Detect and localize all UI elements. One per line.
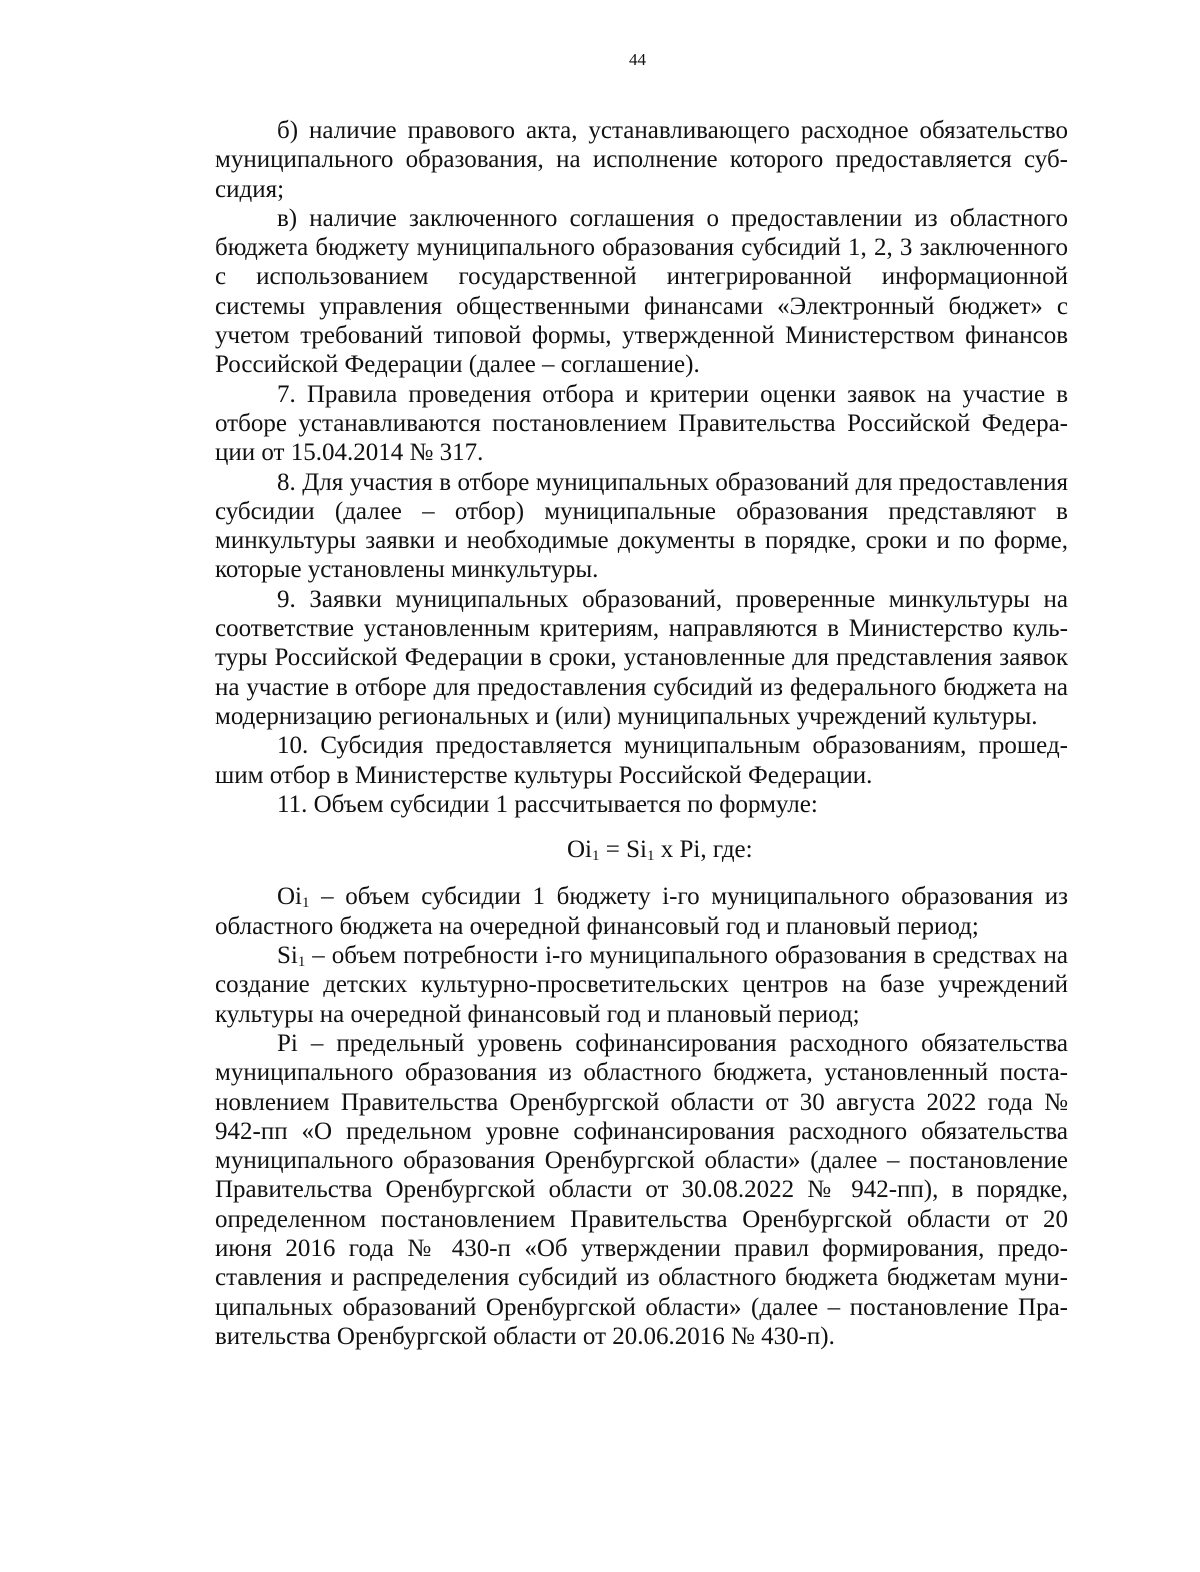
definition-subscript: 1: [302, 895, 310, 912]
definition-symbol: Oi: [277, 883, 302, 911]
paragraph-8: 8. Для участия в отборе муниципальных образований для предоставления субсидии (далее – отбор) муниципальные образования представляют в минкультуры заявки и необходимые документы в порядке, сроки и по форме, которые установлены минкультуры.: [215, 468, 1068, 584]
formula-lhs-subscript: 1: [592, 848, 600, 865]
definition-oi1: [215, 882, 1068, 941]
definition-text: – объем потребности i-го муниципального образования в средствах на создание детских культурно-просветительских центров на базе учреждений культуры на очередной финансовый год и плановый период;: [215, 942, 1068, 1028]
formula: [215, 835, 1068, 864]
paragraph-7: 7. Правила проведения отбора и критерии оценки заявок на участие в отборе устанавливаются постановлением Правительства Российской Федерации от 15.04.2014 № 317.: [215, 380, 1068, 467]
paragraph-b: б) наличие правового акта, устанавливающего расходное обязательство муниципального образования, на исполнение которого предоставляется субсидия;: [215, 117, 1068, 203]
paragraph-10: 10. Субсидия предоставляется муниципальным образованиям, прошедшим отбор в Министерстве культуры Российской Федерации.: [215, 732, 1068, 789]
definition-subscript: 1: [297, 954, 306, 971]
formula-term1: Si: [626, 836, 647, 864]
document-body: [215, 116, 1068, 1351]
definition-symbol: Pi: [277, 1029, 298, 1057]
definition-symbol: Si: [277, 942, 298, 970]
definition-pi: [215, 1029, 1068, 1351]
paragraph-v: в) наличие заключенного соглашения о предоставлении из областного бюджета бюджету муниципального образования субсидий 1, 2, 3 заключенного с использованием государственной интегрированной информационной системы управления общественными финансами «Электронный бюджет» с учетом требований типовой формы, утвержденной Министерством финансов Российской Федерации (далее – соглашение).: [215, 204, 1068, 379]
definition-text: – объем субсидии 1 бюджету i-го муниципального образования из областного бюджета на очередной финансовый год и плановый период;: [215, 883, 1068, 940]
formula-equals: =: [599, 836, 627, 864]
page-number: 44: [629, 50, 646, 69]
definition-text: – предельный уровень софинансирования расходного обязательства муниципального образования из областного бюджета, установленный постановлением Правительства Оренбургской области от 30 августа 2022 года № 942-пп «О предельном уровне софинансирования расходного обязательства муниципального образования Оренбургской области» (далее – постановление Правительства Оренбургской области от 30.08.2022 № 942-пп), в порядке, определенном постановлением Правительства Оренбургской области от 20 июня 2016 года № 430-п «Об утверждении правил формирования, предоставления и распределения субсидий из областного бюджета бюджетам муниципальных образований Оренбургской области» (далее – постановление Правительства Оренбургской области от 20.06.2016 № 430-п).: [215, 1029, 1068, 1350]
formula-rest: x Pi, где:: [654, 836, 753, 864]
paragraph-11: 11. Объем субсидии 1 рассчитывается по формуле:: [277, 790, 818, 818]
formula-term1-subscript: 1: [646, 848, 655, 865]
paragraph-9: 9. Заявки муниципальных образований, проверенные минкультуры на соответствие установленным критериям, направляются в Министерство культуры Российской Федерации в сроки, установленные для представления заявок на участие в отборе для предоставления субсидий из федерального бюджета на модернизацию региональных и (или) муниципальных учреждений культуры.: [215, 585, 1068, 730]
definition-si1: [215, 941, 1068, 1029]
formula-lhs: Oi: [567, 836, 592, 864]
